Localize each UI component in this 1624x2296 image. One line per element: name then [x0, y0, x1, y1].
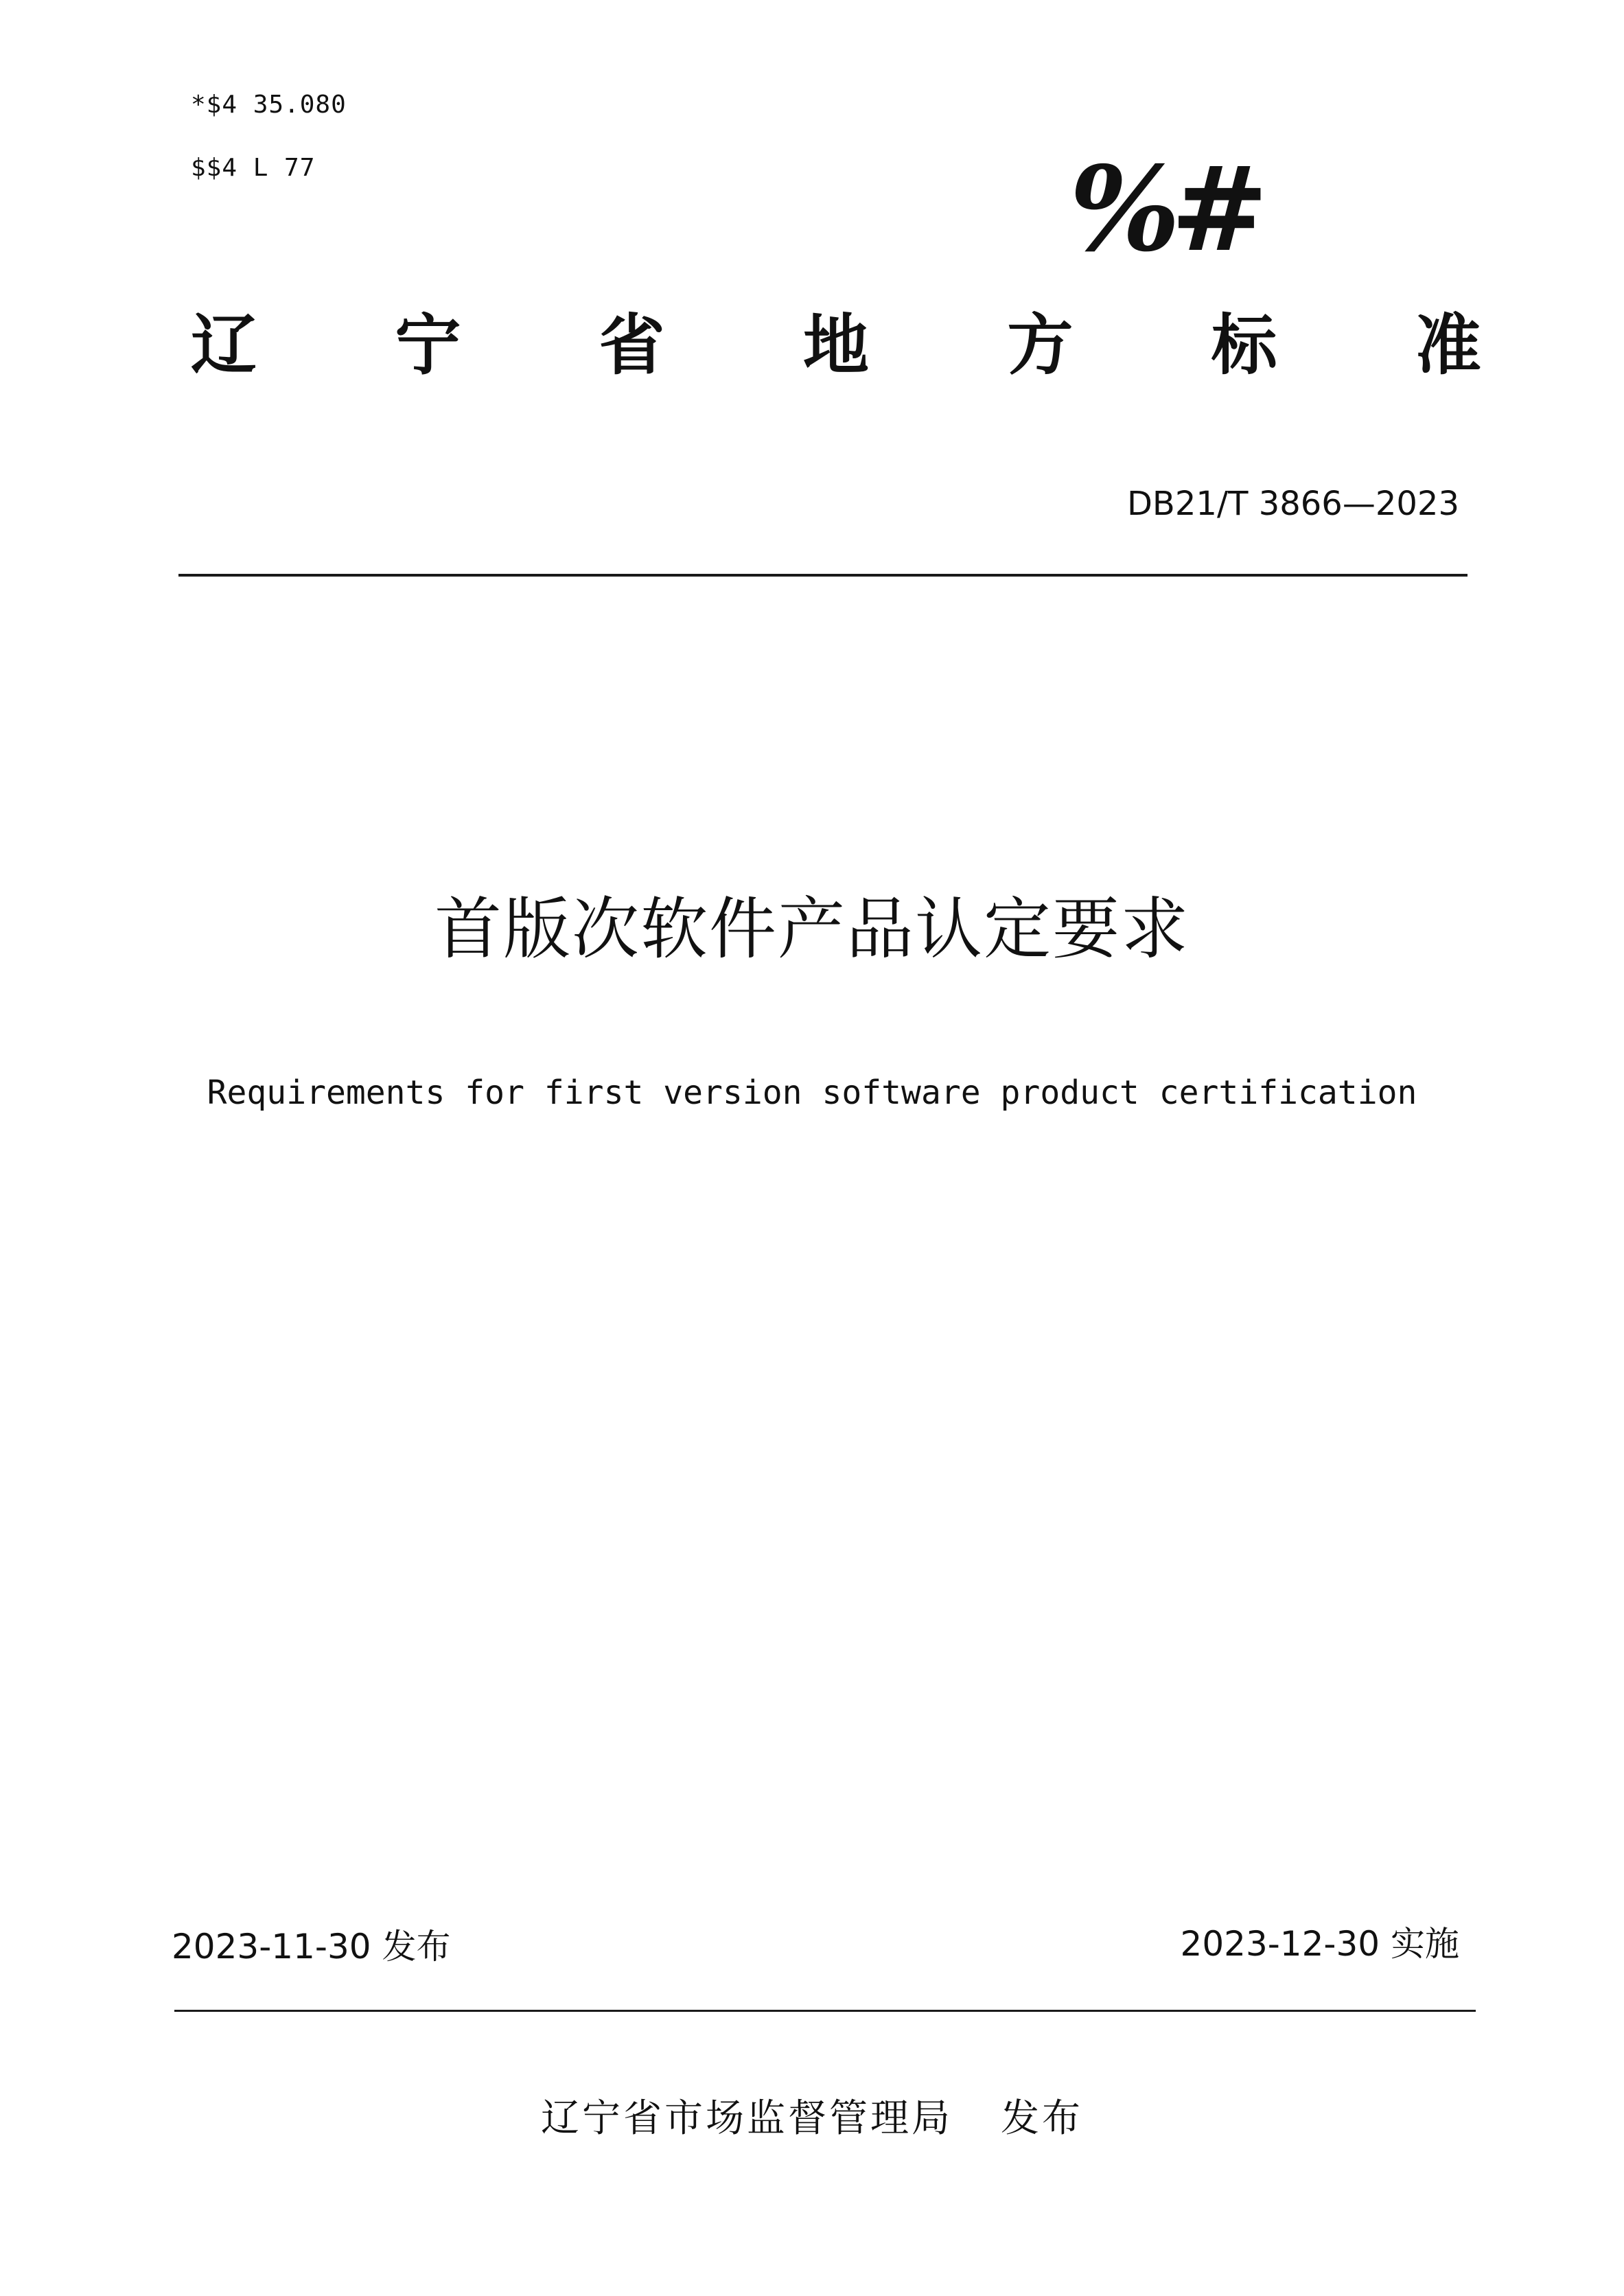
issue-date: 2023-11-30 发布	[172, 1927, 451, 1967]
issuer-action: 发布	[1001, 2096, 1083, 2141]
header-char: 方	[1007, 307, 1074, 384]
header-char: 省	[599, 307, 665, 384]
document-title-english: Requirements for first version software product certification	[207, 1074, 1417, 1112]
header-char: 地	[802, 307, 869, 384]
standard-category-header	[191, 307, 1481, 384]
ccs-code: $$4 L 77	[191, 154, 316, 182]
ics-code: *$4 35.080	[191, 91, 347, 119]
standard-mark-logo: %#	[1069, 141, 1259, 278]
header-char: 准	[1415, 307, 1481, 384]
implementation-date: 2023-12-30 实施	[1180, 1924, 1459, 1964]
issuer-name: 辽宁省市场监督管理局	[541, 2096, 953, 2141]
document-title-chinese: 首版次软件产品认定要求	[434, 890, 1190, 969]
bottom-divider	[174, 2010, 1476, 2012]
top-divider	[178, 574, 1468, 577]
header-char: 辽	[191, 307, 257, 384]
header-char: 宁	[395, 307, 461, 384]
header-char: 标	[1211, 307, 1277, 384]
standard-number: DB21/T 3866—2023	[1126, 485, 1459, 523]
issuer-line	[0, 2088, 1624, 2143]
